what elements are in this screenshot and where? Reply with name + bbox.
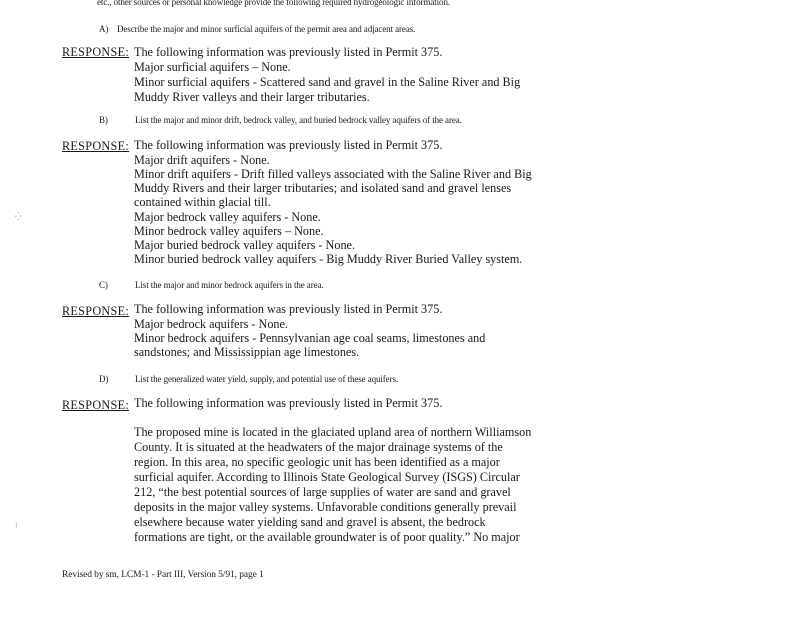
section-a-line: Muddy River valleys and their larger tributaries. [134,90,370,104]
section-c-response-label: RESPONSE: [62,304,130,318]
section-b-line: Minor drift aquifers - Drift filled valleys associated with the Saline River and Big [134,167,532,181]
section-b-line: contained within glacial till. [134,195,271,209]
section-b-letter: B) [99,115,108,125]
aquifer-paragraph: The proposed mine is located in the glaciated upland area of northern Williamson County. It is situated at the headwaters of the major drainage systems of the region. In this area, no specific geologic unit has been identified as a major surficial aquifer. According to Illinois State Geological Survey (ISGS) Circular 212, “the best potential sources of large supplies of water are sand and gravel deposits in the major valley systems. Unfavorable conditions generally prevail elsewhere because water yielding sand and gravel is absent, the bedrock formations are tight, or the available groundwater is of poor quality.” No major [134,425,532,544]
section-c-line: The following information was previously listed in Permit 375. [134,302,443,316]
section-b-line: Major drift aquifers - None. [134,153,270,167]
scan-speck: ⁛ [15,212,22,221]
section-b-line: Minor buried bedrock valley aquifers - Big Muddy River Buried Valley system. [134,252,523,266]
scan-speck: ⁝ [15,521,18,530]
section-d-question: List the generalized water yield, supply, and potential use of these aquifers. [135,374,399,384]
page-footer: Revised by sm, LCM-1 - Part III, Version 5/91, page 1 [62,570,264,580]
intro-line: etc., other sources or personal knowledge provide the following required hydrogeologic information. [97,0,450,7]
section-b-line: The following information was previously listed in Permit 375. [134,138,443,152]
section-a-response-label: RESPONSE: [62,45,130,59]
section-c-question: List the major and minor bedrock aquifers in the area. [135,280,324,290]
section-b-line: Muddy Rivers and their larger tributaries; and isolated sand and gravel lenses [134,181,512,195]
section-a-letter: A) [99,24,109,34]
section-a-question: Describe the major and minor surficial aquifers of the permit area and adjacent areas. [117,24,416,34]
section-c-line: Major bedrock aquifers - None. [134,317,288,331]
section-d-line: The following information was previously listed in Permit 375. [134,396,443,410]
section-a-line: The following information was previously listed in Permit 375. [134,45,443,59]
section-a-line: Minor surficial aquifers - Scattered sand and gravel in the Saline River and Big [134,75,521,89]
section-b-line: Major buried bedrock valley aquifers - None. [134,238,355,252]
section-c-letter: C) [99,280,108,290]
section-d-letter: D) [99,374,109,384]
section-b-line: Major bedrock valley aquifers - None. [134,210,321,224]
section-b-response-label: RESPONSE: [62,139,130,153]
section-b-line: Minor bedrock valley aquifers – None. [134,224,324,238]
section-b-question: List the major and minor drift, bedrock valley, and buried bedrock valley aquifers of the area. [135,115,462,125]
section-a-line: Major surficial aquifers – None. [134,60,291,74]
section-c-line: sandstones; and Mississippian age limestones. [134,345,360,359]
section-d-response-label: RESPONSE: [62,398,130,412]
section-c-line: Minor bedrock aquifers - Pennsylvanian age coal seams, limestones and [134,331,486,345]
